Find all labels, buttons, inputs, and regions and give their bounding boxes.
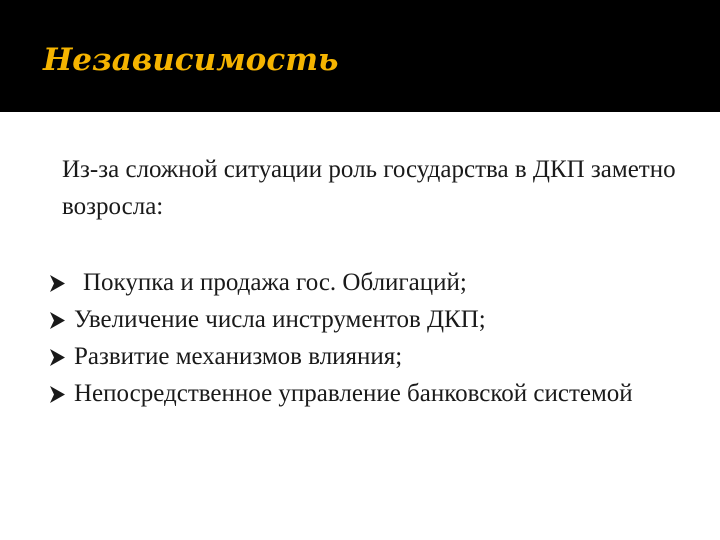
list-item xyxy=(49,264,699,301)
arrowhead-bullet-icon xyxy=(49,349,66,366)
bullet-text: Покупка и продажа гос. Облигаций; xyxy=(83,269,467,296)
list-item xyxy=(49,375,699,412)
bullet-text: Развитие механизмов влияния; xyxy=(74,343,403,370)
slide-title: Независимость xyxy=(43,42,339,78)
arrowhead-bullet-icon xyxy=(49,386,66,403)
list-item xyxy=(49,301,699,338)
bullet-text: Увеличение числа инструментов ДКП; xyxy=(74,306,486,333)
arrowhead-bullet-icon xyxy=(49,312,66,329)
bullet-text: Непосредственное управление банковской системой xyxy=(74,380,633,407)
list-item xyxy=(49,338,699,375)
bullet-list xyxy=(49,264,699,412)
intro-text: Из-за сложной ситуации роль государства в ДКП заметно возросла: xyxy=(62,156,676,220)
arrowhead-bullet-icon xyxy=(49,275,66,292)
